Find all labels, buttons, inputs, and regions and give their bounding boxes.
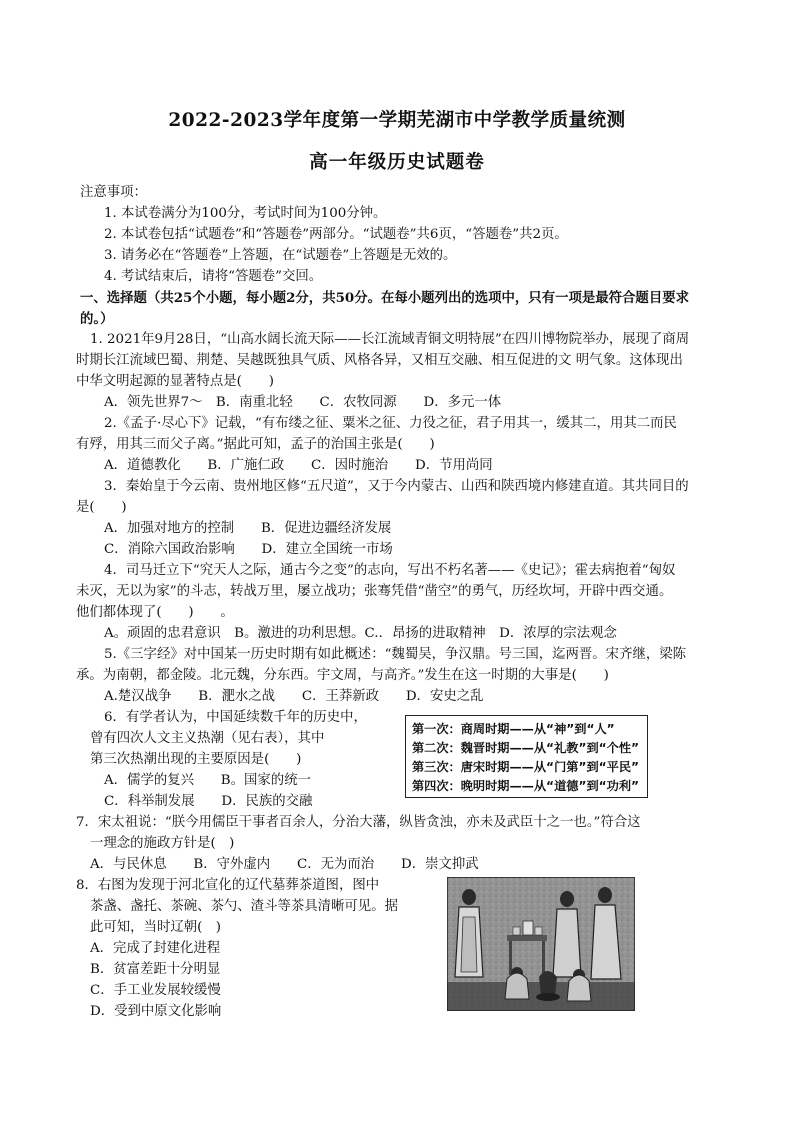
question-1-text: 1. 2021年9月28日，“山高水阔长流天际——长江流域青铜文明特展”在四川博物院举办，展现了商周 (90, 332, 690, 347)
question-1-text: 中华文明起源的显著特点是( ) (76, 374, 274, 389)
question-6-options: C．科举制发展 D．民族的交融 (104, 794, 313, 809)
question-6-text: 6．有学者认为，中国延续数千年的历史中， (104, 710, 367, 725)
question-8-option: A．完成了封建化进程 (90, 941, 221, 956)
question-1-options: A．领先世界7～ B．南重北轻 C．农牧同源 D．多元一体 (104, 395, 502, 410)
question-4-text: 未灭，无以为家”的斗志，转战万里，屡立战功；张骞凭借“凿空”的勇气，历经坎坷，开辟中西交通。 (76, 584, 673, 599)
question-8-option: D．受到中原文化影响 (90, 1004, 222, 1019)
question-6-text: 第三次热潮出现的主要原因是( ) (90, 752, 302, 767)
notice-item: 2. 本试卷包括“试题卷”和“答题卷”两部分。“试题卷”共6页，“答题卷”共2页。 (104, 227, 568, 242)
section-heading: 一、选择题（共25个小题，每小题2分，共50分。在每小题列出的选项中，只有一项是最符合题目要求 (80, 290, 689, 306)
question-4-text: 他们都体现了( ) 。 (76, 605, 234, 620)
question-8-text: 茶盏、盏托、茶碗、茶勺、渣斗等茶具清晰可见。据 (90, 899, 398, 914)
question-6-text: 曾有四次人文主义热潮（见右表），其中 (90, 731, 325, 746)
exam-subtitle: 高一年级历史试题卷 (309, 152, 485, 173)
notice-heading: 注意事项： (80, 185, 147, 200)
exam-title: 2022-2023学年度第一学期芜湖市中学教学质量统测 (168, 110, 626, 131)
question-2-text: 2.《孟子·尽心下》记载，“有布缕之征、粟米之征、力役之征，君子用其一，缓其二，用其二而民 (104, 416, 677, 431)
humanism-waves-table (405, 715, 648, 798)
question-8-option: C．手工业发展较缓慢 (90, 983, 221, 998)
question-3-options: C．消除六国政治影响 D．建立全国统一市场 (104, 542, 393, 557)
table-row: 第三次：唐宋时期——从“门第”到“平民” (412, 760, 640, 774)
question-3-text: 3．秦始皇于今云南、贵州地区修“五尺道”，又于今内蒙古、山西和陕西境内修建直道。其共同目的 (104, 479, 689, 494)
question-2-text: 有殍，用其三而父子离。”据此可知，孟子的治国主张是( ) (76, 437, 435, 452)
table-row: 第二次：魏晋时期——从“礼教”到“个性” (412, 741, 640, 755)
question-8-text: 此可知，当时辽朝( ) (90, 920, 221, 935)
notice-item: 1. 本试卷满分为100分，考试时间为100分钟。 (104, 206, 387, 221)
liao-tea-mural-image (447, 877, 635, 1011)
table-row: 第一次：商周时期——从“神”到“人” (412, 722, 615, 736)
question-7-options: A．与民休息 B．守外虚内 C．无为而治 D．崇文抑武 (90, 857, 479, 872)
question-5-text: 5.《三字经》对中国某一历史时期有如此概述：“魏蜀吴，争汉鼎。号三国，迄两晋。宋齐继，梁陈 (104, 647, 687, 662)
notice-item: 3. 请务必在“答题卷”上答题，在“试题卷”上答题是无效的。 (104, 248, 457, 263)
section-heading-cont: 的。） (80, 311, 114, 327)
question-7-text: 一理念的施政方针是( ) (90, 836, 235, 851)
question-7-text: 7．宋太祖说：“朕今用儒臣干事者百余人，分治大藩，纵皆贪浊，亦未及武臣十之一也。”符合这 (76, 815, 641, 830)
question-4-options: A。顽固的忠君意识 B。激进的功利思想。C.．昂扬的进取精神 D．浓厚的宗法观念 (104, 626, 617, 641)
question-1-text: 时期长江流域巴蜀、荆楚、吴越既独具气质、风格各异，又相互交融、相互促进的文 明气象。这体现出 (76, 353, 683, 368)
question-8-text: 8．右图为发现于河北宣化的辽代墓葬茶道图，图中 (76, 878, 380, 893)
question-3-options: A．加强对地方的控制 B．促进边疆经济发展 (104, 521, 392, 536)
question-2-options: A．道德教化 B．广施仁政 C．因时施治 D．节用尚同 (104, 458, 493, 473)
table-row: 第四次：晚明时期——从“道德”到“功利” (412, 779, 640, 793)
question-4-text: 4．司马迁立下“究天人之际，通古今之变”的志向，写出不朽名著——《史记》；霍去病抱着“匈奴 (104, 563, 676, 578)
question-5-text: 承。为南朝，都金陵。北元魏，分东西。宇文周，与高齐。”发生在这一时期的大事是( ) (76, 668, 609, 683)
question-6-options: A．儒学的复兴 B。国家的统一 (104, 773, 311, 788)
question-5-options: A.楚汉战争 B．淝水之战 C．王莽新政 D．安史之乱 (104, 689, 484, 704)
question-8-option: B．贫富差距十分明显 (90, 962, 221, 977)
question-3-text: 是( ) (76, 500, 127, 515)
notice-item: 4. 考试结束后，请将“答题卷”交回。 (104, 269, 323, 284)
